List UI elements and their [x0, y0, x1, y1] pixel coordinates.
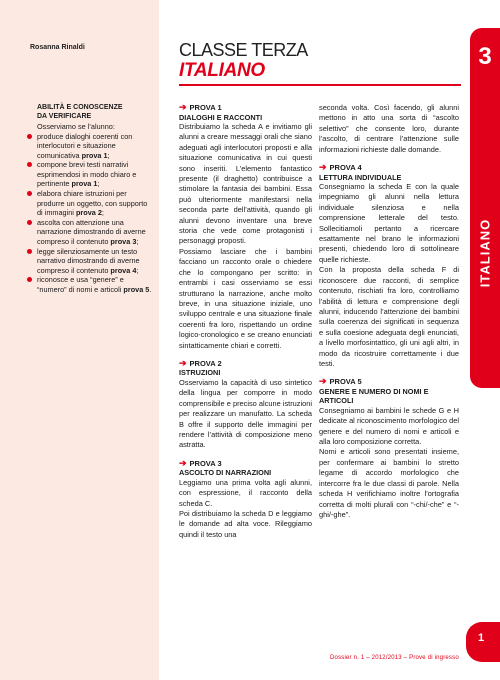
prova-5-text-2: Nomi e articoli sono presentati insieme, per confermare ai bambini lo stretto legame di accordo morfologico che intercorre fra le due classi di parole. Nella scheda H verifichiamo inoltre l’ortografia corretta di molti plurali con “-chi/-che” e “-ghi/-ghe”.	[319, 447, 459, 519]
prova-3-heading: ➔ PROVA 3	[179, 457, 222, 468]
prova-1-subtitle: DIALOGHI E RACCONTI	[179, 112, 263, 122]
prova-5-heading: ➔ PROVA 5	[319, 376, 362, 387]
prova-2-subtitle: ISTRUZIONI	[179, 368, 221, 378]
prova-3-text: Leggiamo una prima volta agli alunni, con espressione, il racconto della scheda C.	[179, 477, 312, 508]
prova-ref: prova 1	[71, 179, 98, 189]
arrow-right-icon: ➔	[179, 102, 187, 112]
prova-ref: prova 1	[81, 150, 108, 160]
chapter-number: 3	[478, 43, 492, 70]
prova-1-text: Distribuiamo la scheda A e invitiamo gli alunni a creare messaggi orali che siano adeguati agli interlocutori proposti e alla situazione comunicativa in cui questi sono inseriti. L’elemento fantastico presente (il draghetto) contribuisce a stimolare la fantasia dei bambini. Essa può ulteriormente manifestarsi nella seconda parte dell’attività, quando gli alunni devono inventare una breve storia che vede come protagonisti i personaggi proposti.	[179, 122, 312, 246]
bullet-icon	[27, 249, 32, 254]
prova-5-text: Consegniamo ai bambini le schede G e H dedicate al riconoscimento morfologico del genere e del numero di nomi e articoli e alla loro composizione corretta.	[319, 405, 459, 447]
chapter-subject-vertical: ITALIANO	[477, 218, 493, 288]
text-column-left	[179, 103, 312, 540]
header-divider	[179, 84, 461, 86]
skill-item: elabora chiare istruzioni per produrre un oggetto, con supporto di immagini prova 2;	[27, 189, 155, 218]
prova-4-text: Consegniamo la scheda E con la quale impegniamo gli alunni nella lettura individuale silenziosa e nella comprensione letterale del testo. Sollecitiamoli pertanto a ricercare esattamente nel brano le informazioni presenti, chiedendo loro di sottolineare quelle richieste.	[319, 182, 459, 264]
left-sidebar-panel	[0, 0, 159, 680]
skill-item: produce dialoghi coerenti con interlocutori e situazione comunicativa prova 1;	[27, 132, 155, 161]
arrow-right-icon: ➔	[319, 376, 327, 387]
prova-4-subtitle: LETTURA INDIVIDUALE	[319, 172, 402, 182]
skill-item: compone brevi testi narrativi esprimendosi in modo chiaro e pertinente prova 1;	[27, 160, 155, 189]
prova-3-subtitle: ASCOLTO DI NARRAZIONI	[179, 468, 272, 478]
page-title: CLASSE TERZA	[179, 40, 308, 60]
skills-heading-line2: DA VERIFICARE	[37, 113, 92, 120]
bullet-icon	[27, 162, 32, 167]
skill-item: ascolta con attenzione una narrazione dimostrando di averne compreso il contenuto prova 3;	[27, 218, 155, 247]
skill-item: legge silenziosamente un testo narrativo dimostrando di averne compreso il contenuto prova 4;	[27, 247, 155, 276]
prova-2-text: Osserviamo la capacità di uso sintetico della lingua per comporre in modo comprensibile e preciso alcune istruzioni per realizzare un manufatto. La scheda B offre il supporto delle immagini per rendere l’attività di composizione meno astratta.	[179, 377, 312, 450]
arrow-right-icon: ➔	[319, 162, 327, 173]
arrow-right-icon: ➔	[179, 457, 187, 468]
prova-3-text-continued: seconda volta. Così facendo, gli alunni mettono in atto una sorta di “ascolto selettivo” che consente loro, durante l’ascolto, di centrare l’attenzione sulle informazioni richieste dalle domande.	[319, 103, 459, 154]
bullet-icon	[27, 134, 32, 139]
prova-ref: prova 5	[123, 285, 150, 294]
prova-3-text-2: Poi distribuiamo la scheda D e leggiamo le domande ad alta voce. Rileggiamo quindi il testo una	[179, 509, 312, 539]
page-subject: ITALIANO	[179, 60, 265, 81]
prova-4-text-2: Con la proposta della scheda F di riconoscere due racconti, di semplice contenuto, rischiati fra loro, controlliamo l’abilità di lettura e comprensione degli alunni, inducendo l’attenzione dei bambini sulla coerenza dei significati in sequenza e sulla coesione adeguata degli enunciati, a livello morfosintattico, gli uni agli altri, in modo da ricostruire correttamente i due testi.	[319, 265, 459, 368]
skills-box	[37, 103, 155, 295]
skills-heading-line1: ABILITÀ E CONOSCENZE	[37, 104, 123, 111]
text-column-right	[319, 103, 459, 520]
footer-issue: Dossier n. 1 – 2012/2013 – Prove di ingresso	[330, 655, 459, 661]
prova-ref: prova 4	[110, 265, 137, 275]
page-number: 1	[477, 632, 485, 644]
bullet-icon	[27, 220, 32, 225]
prova-1-heading: ➔ PROVA 1	[179, 102, 222, 112]
skills-intro: Osserviamo se l’alunno:	[37, 122, 115, 131]
bullet-icon	[27, 191, 32, 196]
skills-list	[37, 132, 155, 295]
prova-ref: prova 2	[75, 208, 102, 218]
prova-2-heading: ➔ PROVA 2	[179, 357, 222, 368]
prova-5-subtitle: GENERE E NUMERO DI NOMI E ARTICOLI	[319, 386, 429, 406]
bullet-icon	[27, 277, 32, 282]
prova-1-text-2: Possiamo lasciare che i bambini facciano un racconto orale o chiedere che lo compongano per scritto: in entrambi i casi osserviamo se essi strutturano la narrazione, anche molto breve, in una situazione iniziale, uno sviluppo centrale e una situazione finale coerenti fra loro, rispettando un ordine logico-cronologico e se creano enunciati sintatticamente chiari e corretti.	[179, 246, 312, 350]
prova-ref: prova 3	[110, 237, 137, 247]
skill-item: riconosce e usa “genere” e “numero” di nomi e articoli prova 5.	[27, 275, 155, 294]
chapter-tab	[470, 28, 500, 388]
prova-4-heading: ➔ PROVA 4	[319, 162, 362, 173]
author-name: Rosanna Rinaldi	[30, 44, 85, 51]
arrow-right-icon: ➔	[179, 357, 187, 368]
page-number-tab	[466, 622, 500, 662]
